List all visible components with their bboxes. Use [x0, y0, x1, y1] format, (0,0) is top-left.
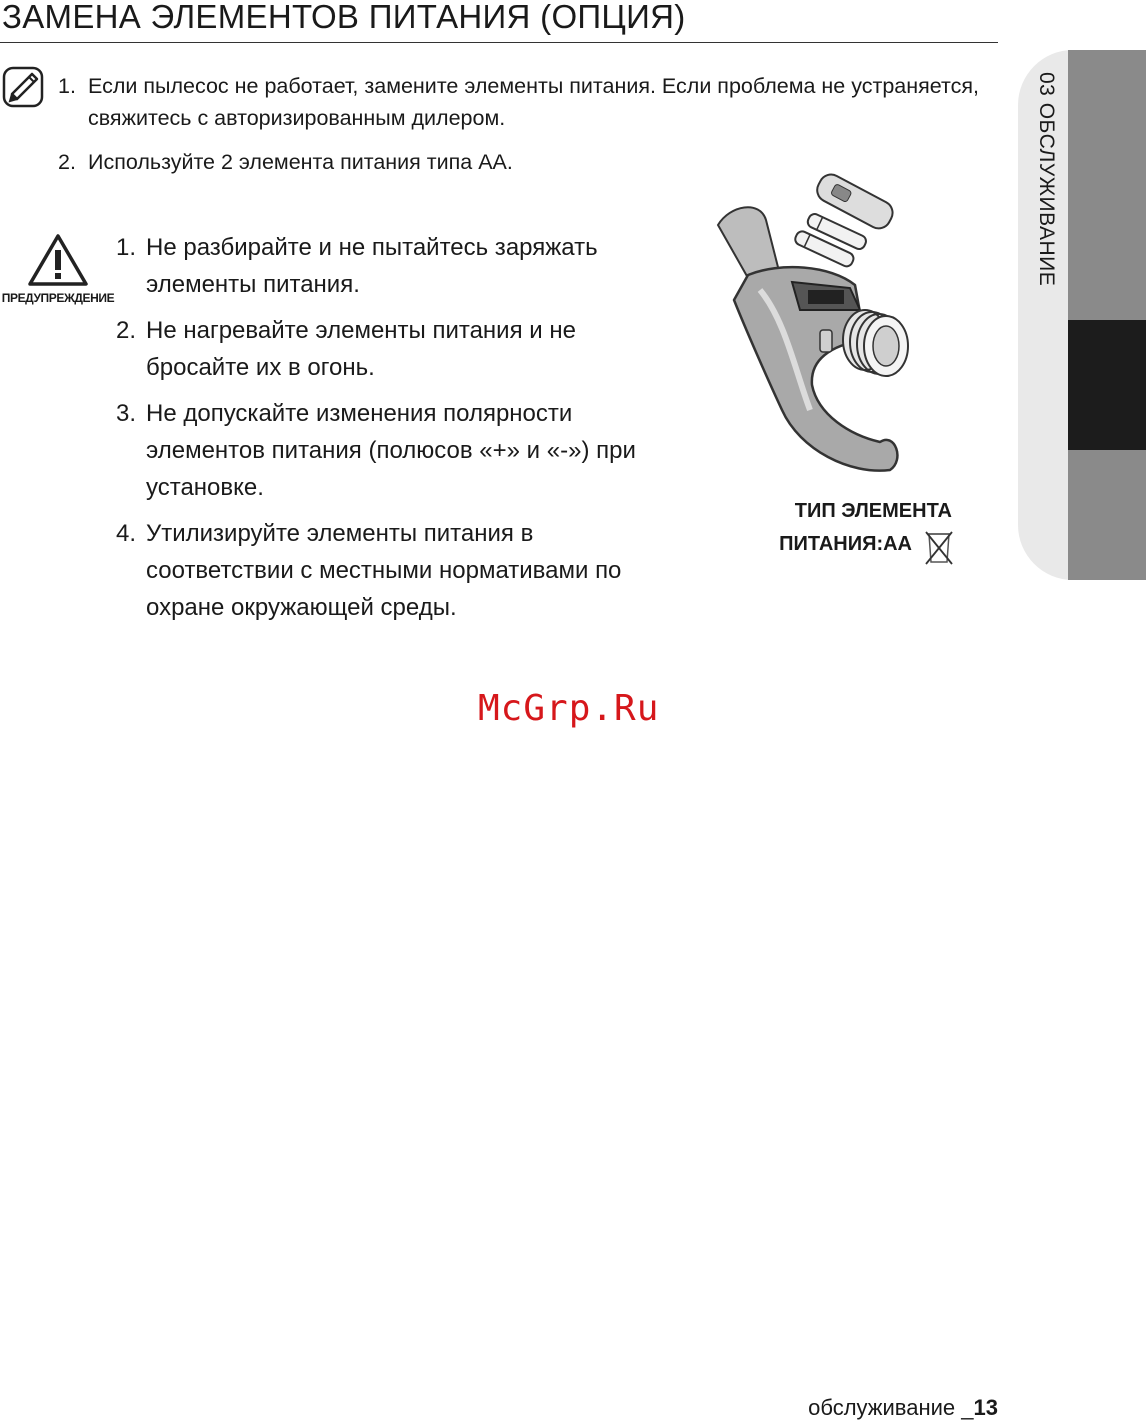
battery-type-line1: ТИП ЭЛЕМЕНТА [794, 500, 952, 522]
warning-item-number: 1. [116, 234, 137, 261]
warning-item-text: Не разбирайте и не пытайтесь заряжать элементы питания. [146, 234, 598, 298]
title-divider [0, 42, 998, 43]
warning-label: ПРЕДУПРЕЖДЕНИЕ [1, 291, 115, 305]
warning-item [116, 395, 676, 506]
note-item-text: Используйте 2 элемента питания типа АА. [88, 150, 513, 174]
warning-item [116, 229, 676, 303]
note-item-number: 1. [58, 74, 76, 98]
hose-connector [843, 310, 908, 376]
page-title: ЗАМЕНА ЭЛЕМЕНТОВ ПИТАНИЯ (ОПЦИЯ) [2, 0, 686, 35]
chapter-tab-band [1068, 50, 1146, 320]
chapter-tab-band [1068, 450, 1146, 580]
warning-item-number: 4. [116, 520, 137, 547]
chapter-tab-label: 03 ОБСЛУЖИВАНИЕ [1035, 72, 1058, 287]
warning-item-text: Утилизируйте элементы питания в соответствии с местными нормативами по охране окружающей среды. [146, 520, 622, 621]
warning-item-text: Не нагревайте элементы питания и не бросайте их в огонь. [146, 317, 576, 381]
page-number: 13 [973, 1395, 998, 1420]
warning-list [116, 229, 676, 635]
page-footer [763, 1395, 998, 1421]
watermark: McGrp.Ru [478, 688, 660, 729]
note-item [58, 70, 993, 134]
warning-item-number: 3. [116, 400, 137, 427]
note-item-number: 2. [58, 150, 76, 174]
note-item-text: Если пылесос не работает, замените элементы питания. Если проблема не устраняется, свяжитесь с авторизированным дилером. [88, 74, 979, 130]
chapter-tab-active-marker [1068, 320, 1146, 450]
warning-item-text: Не допускайте изменения полярности элементов питания (полюсов «+» и «-») при установке. [146, 400, 636, 501]
warning-item-number: 2. [116, 317, 137, 344]
warning-item [116, 515, 676, 626]
warning-triangle-icon [27, 233, 89, 287]
battery-type-line2: ПИТАНИЯ:АА [779, 533, 912, 555]
note-pencil-icon [2, 64, 46, 110]
warning-item [116, 312, 676, 386]
vacuum-handle-illustration [700, 170, 940, 490]
crossed-bin-icon [924, 528, 954, 566]
footer-section: обслуживание _ [808, 1395, 974, 1420]
battery-type-label [740, 495, 952, 561]
